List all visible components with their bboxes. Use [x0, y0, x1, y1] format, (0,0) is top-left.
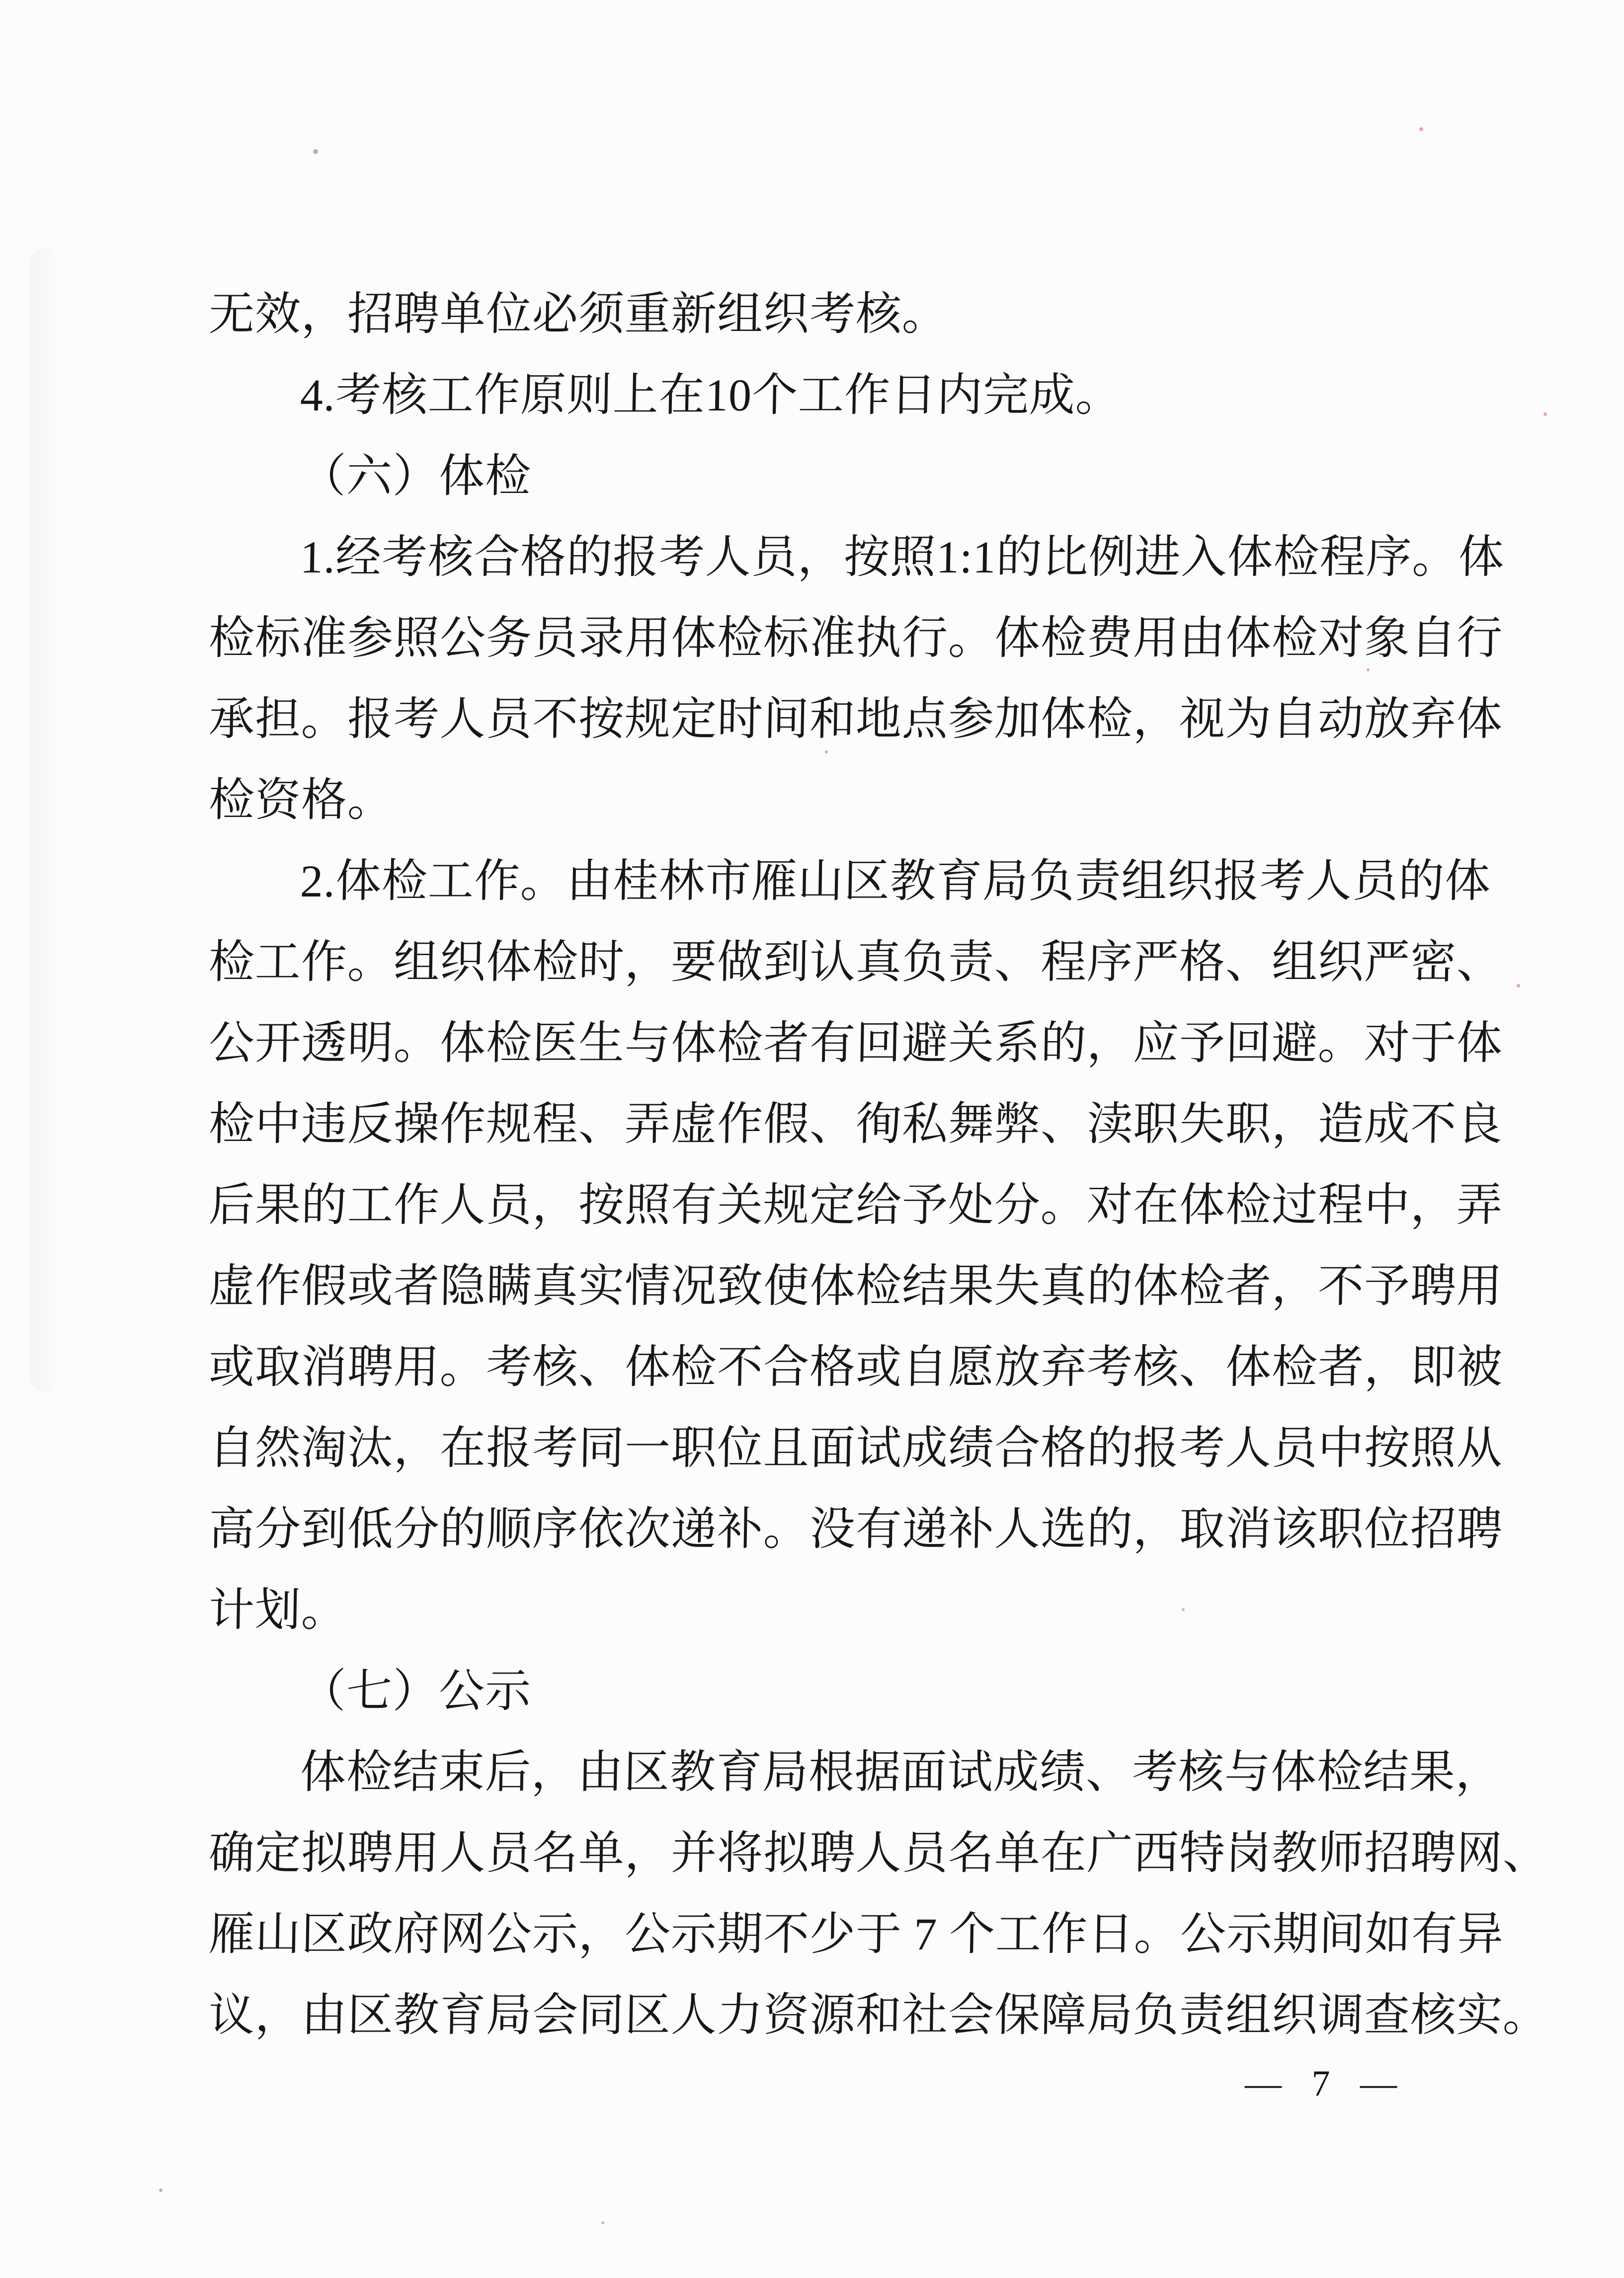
text-line: 4.考核工作原则上在10个工作日内完成。: [300, 370, 1122, 420]
text-line: 后果的工作人员，按照有关规定给予处分。对在体检过程中，弄: [208, 1180, 1503, 1230]
scan-artifact: [601, 2221, 604, 2224]
scan-artifact: [159, 2189, 162, 2192]
text-line: 自然淘汰，在报考同一职位且面试成绩合格的报考人员中按照从: [208, 1423, 1503, 1473]
text-line: 检标准参照公务员录用体检标准执行。体检费用由体检对象自行: [208, 613, 1503, 663]
text-line: 议，由区教育局会同区人力资源和社会保障局负责组织调查核实。: [208, 1990, 1549, 2040]
text-line: 高分到低分的顺序依次递补。没有递补人选的，取消该职位招聘: [208, 1504, 1503, 1554]
text-line: （六）体检: [300, 451, 532, 501]
text-line: 确定拟聘用人员名单，并将拟聘人员名单在广西特岗教师招聘网、: [208, 1828, 1549, 1878]
scan-artifact: [313, 149, 318, 154]
text-line: 检中违反操作规程、弄虚作假、徇私舞弊、渎职失职，造成不良: [208, 1099, 1503, 1149]
text-line: 体检结束后，由区教育局根据面试成绩、考核与体检结果，: [300, 1747, 1502, 1797]
text-line: 公开透明。体检医生与体检者有回避关系的，应予回避。对于体: [208, 1018, 1503, 1068]
page-number: — 7 —: [1245, 2063, 1399, 2104]
text-line: 承担。报考人员不按规定时间和地点参加体检，视为自动放弃体: [208, 694, 1503, 744]
text-line: 虚作假或者隐瞒真实情况致使体检结果失真的体检者，不予聘用: [208, 1261, 1503, 1311]
text-line: 检工作。组织体检时，要做到认真负责、程序严格、组织严密、: [208, 937, 1503, 987]
scan-artifact: [1419, 127, 1423, 131]
text-line: 检资格。: [208, 775, 394, 825]
text-line: 计划。: [208, 1585, 348, 1635]
text-line: 无效，招聘单位必须重新组织考核。: [208, 289, 949, 339]
text-line: 雁山区政府网公示，公示期不少于 7 个工作日。公示期间如有异: [208, 1909, 1504, 1959]
text-line: 1.经考核合格的报考人员，按照1:1的比例进入体检程序。体: [300, 532, 1505, 582]
text-line: （七）公示: [300, 1666, 532, 1716]
scan-artifact: [1517, 984, 1520, 987]
scan-artifact: [1543, 412, 1547, 416]
text-line: 或取消聘用。考核、体检不合格或自愿放弃考核、体检者，即被: [208, 1342, 1503, 1392]
text-line: 2.体检工作。由桂林市雁山区教育局负责组织报考人员的体: [300, 856, 1491, 906]
document-body: [208, 274, 1549, 2056]
scan-artifact: [30, 248, 60, 1391]
